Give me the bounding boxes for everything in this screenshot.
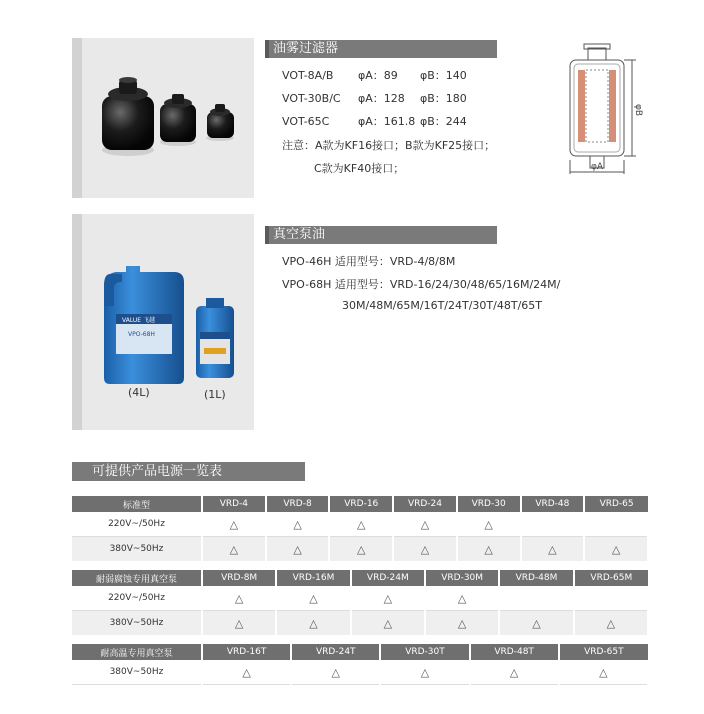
table-row [72,660,648,685]
high-temperature-table [72,644,649,685]
model-header: VRD-30T [380,644,469,660]
oil-line-2: VPO-68H 适用型号：VRD-16/24/30/48/65/16M/24M/ [282,278,561,291]
table-row [72,586,648,611]
model-header: VRD-16M [276,570,350,586]
table-header-label: 耐弱腐蚀专用真空泵 [72,570,202,586]
availability-mark: △ [329,512,393,537]
availability-mark: △ [425,586,499,611]
table-row [72,512,648,537]
oil-line-1: VPO-46H 适用型号：VRD-4/8/8M [282,255,456,268]
voltage-label: 220V~/50Hz [72,586,202,611]
big-bottle-product: VPO-68H [128,331,155,338]
filter-products-image [72,38,254,198]
availability-mark: △ [457,512,521,537]
bottle-label-1l: (1L) [204,388,226,401]
availability-mark: △ [393,512,457,537]
table-header-label: 标准型 [72,496,202,512]
model-header: VRD-65T [559,644,648,660]
power-table-title: 可提供产品电源一览表 [72,462,305,481]
oil-line-3: 30M/48M/65M/16T/24T/30T/48T/65T [342,299,542,312]
filter-image-panel [72,38,254,198]
model-header: VRD-65M [574,570,648,586]
availability-mark: △ [457,537,521,562]
model-header: VRD-30 [457,496,521,512]
diagram-label-a: φA [591,162,604,172]
model-header: VRD-48 [521,496,585,512]
table-header-label: 耐高温专用真空泵 [72,644,202,660]
filter-note: 注意：A款为KF16接口；B款为KF25接口； [282,139,496,152]
availability-mark: △ [202,586,276,611]
availability-mark: △ [202,512,266,537]
model-header: VRD-65 [584,496,648,512]
availability-mark: △ [266,512,330,537]
availability-mark [499,586,573,611]
availability-mark: △ [276,586,350,611]
voltage-label: 220V~/50Hz [72,512,202,537]
availability-mark: △ [351,611,425,636]
model-header: VRD-30M [425,570,499,586]
availability-mark: △ [584,537,648,562]
availability-mark: △ [521,537,585,562]
filter-dimension-diagram [558,40,648,176]
availability-mark: △ [380,660,469,685]
model-header: VRD-8 [266,496,330,512]
table-row [72,537,648,562]
availability-mark: △ [202,537,266,562]
oil-title: 真空泵油 [265,226,497,244]
model-header: VRD-48M [499,570,573,586]
model-header: VRD-16 [329,496,393,512]
big-bottle-brand: VALUE 飞越 [122,317,155,324]
availability-mark [521,512,585,537]
oil-image-panel [72,214,254,430]
availability-mark: △ [393,537,457,562]
voltage-label: 380V~50Hz [72,660,202,685]
diagram-label-b: φB [633,104,643,117]
availability-mark: △ [291,660,380,685]
availability-mark [574,586,648,611]
availability-mark: △ [329,537,393,562]
table-row [72,611,648,636]
model-header: VRD-24 [393,496,457,512]
availability-mark: △ [470,660,559,685]
filter-note: C款为KF40接口； [314,162,405,175]
voltage-label: 380V~50Hz [72,537,202,562]
filter-model-row: VOT-65C φA：161.8 φB：244 [282,115,467,128]
availability-mark: △ [276,611,350,636]
model-header: VRD-24T [291,644,380,660]
availability-mark: △ [425,611,499,636]
bottle-label-4l: (4L) [128,386,150,399]
standard-model-table [72,496,649,561]
availability-mark [584,512,648,537]
model-header: VRD-24M [351,570,425,586]
filter-model-row: VOT-30B/C φA：128 φB：180 [282,92,467,105]
availability-mark: △ [351,586,425,611]
model-header: VRD-8M [202,570,276,586]
model-header: VRD-4 [202,496,266,512]
model-header: VRD-48T [470,644,559,660]
voltage-label: 380V~50Hz [72,611,202,636]
availability-mark: △ [266,537,330,562]
availability-mark: △ [202,611,276,636]
filter-title: 油雾过滤器 [265,40,497,58]
oil-bottles-image [72,214,254,430]
availability-mark: △ [559,660,648,685]
availability-mark: △ [574,611,648,636]
availability-mark: △ [202,660,291,685]
model-header: VRD-16T [202,644,291,660]
corrosion-resistant-table [72,570,649,635]
availability-mark: △ [499,611,573,636]
filter-model-row: VOT-8A/B φA：89 φB：140 [282,69,467,82]
